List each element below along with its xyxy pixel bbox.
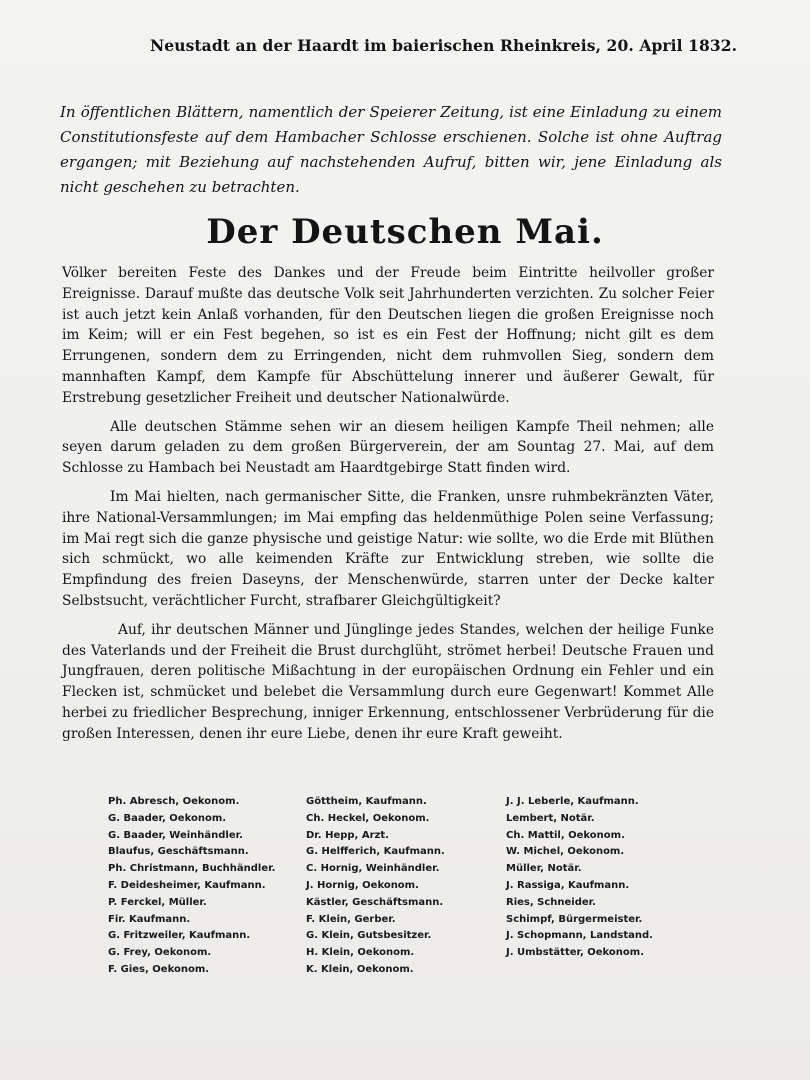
signatory: J. Schopmann, Landstand. — [506, 930, 653, 942]
paragraph: Völker bereiten Feste des Dankes und der Freude beim Eintritte heilvoller großer Ereignisse. Darauf mußte das deutsche Volk seit Jahrhunderten verzichten. Zu solcher Feier ist auch jetzt kein Anlaß vorhanden, für den Deutschen liegen die großen Ereignisse noch im Keim; will er ein Fest begehen, so ist es ein Fest der Hoffnung; nicht gilt es dem Errungenen, sondern dem zu Erringenden, nicht dem ruhmvollen Sieg, sondern dem mannhaften Kampf, dem Kampfe für Abschüttelung innerer und äußerer Gewalt, für Erstrebung gesetzlicher Freiheit und deutscher Nationalwürde. — [62, 265, 714, 406]
signatory: Ph. Abresch, Oekonom. — [108, 796, 240, 807]
signatory-list — [108, 794, 708, 979]
signatory: K. Klein, Oekonom. — [306, 963, 414, 975]
signatory: Blaufus, Geschäftsmann. — [108, 846, 249, 858]
signatory: F. Gies, Oekonom. — [108, 963, 210, 975]
signatory-column-1 — [108, 794, 306, 979]
signatory: Ries, Schneider. — [506, 896, 596, 908]
signatory: G. Baader, Weinhändler. — [108, 829, 243, 841]
signatory: G. Baader, Oekonom. — [108, 812, 227, 824]
signatory: Müller, Notär. — [506, 863, 582, 875]
paragraph: Alle deutschen Stämme sehen wir an diesem heiligen Kampfe Theil nehmen; alle seyen darum geladen zu dem großen Bürgerverein, der am Sountag 27. Mai, auf dem Schlosse zu Hambach bei Neustadt am Haardtgebirge Statt finden wird. — [62, 418, 714, 477]
signatory: Dr. Hepp, Arzt. — [306, 829, 389, 841]
signatory: F. Deidesheimer, Kaufmann. — [108, 879, 266, 891]
proclamation-body — [62, 263, 714, 753]
signatory: J. Umbstätter, Oekonom. — [506, 947, 645, 959]
paragraph: Im Mai hielten, nach germanischer Sitte, die Franken, unsre ruhmbekränzten Väter, ihre National-Versammlungen; im Mai empfing das heldenmüthige Polen seine Verfassung; im Mai regt sich die ganze physische und geistige Natur: wie sollte, wo die Erde mit Blüthen sich schmückt, wo alle keimenden Kräfte zur Entwicklung streben, wie sollte die Empfindung des freien Daseyns, der Menschenwürde, starren unter der Decke kalter Selbstsucht, verächtlicher Furcht, strafbarer Gleichgültigkeit? — [62, 488, 714, 609]
signatory-column-3 — [506, 794, 706, 979]
signatory: Kästler, Geschäftsmann. — [306, 896, 444, 908]
signatory: G. Fritzweiler, Kaufmann. — [108, 930, 251, 942]
signatory: Göttheim, Kaufmann. — [306, 796, 427, 807]
signatory: Ph. Christmann, Buchhändler. — [108, 863, 276, 875]
signatory: H. Klein, Oekonom. — [306, 947, 415, 959]
signatory: C. Hornig, Weinhändler. — [306, 863, 440, 875]
signatory: G. Frey, Oekonom. — [108, 947, 212, 959]
signatory: Ch. Mattil, Oekonom. — [506, 829, 625, 841]
dateline: Neustadt an der Haardt im baierischen Rheinkreis, 20. April 1832. — [150, 36, 738, 55]
signatory: W. Michel, Oekonom. — [506, 846, 625, 858]
signatory: G. Klein, Gutsbesitzer. — [306, 930, 432, 942]
intro-notice: In öffentlichen Blättern, namentlich der Speierer Zeitung, ist eine Einladung zu einem Constitutionsfeste auf dem Hambacher Schlosse erschienen. Solche ist ohne Auftrag ergangen; mit Beziehung auf nachstehenden Aufruf, bitten wir, jene Einladung als nicht geschehen zu betrachten. — [60, 103, 722, 196]
signatory: J. Rassiga, Kaufmann. — [506, 879, 630, 891]
paragraph: Auf, ihr deutschen Männer und Jünglinge jedes Standes, welchen der heilige Funke des Vaterlands und der Freiheit die Brust durchglüht, strömet herbei! Deutsche Frauen und Jungfrauen, deren politische Mißachtung in der europäischen Ordnung ein Fehler und ein Flecken ist, schmücket und belebet die Versammlung durch eure Gegenwart! Kommet Alle herbei zu friedlicher Besprechung, inniger Erkennung, entschlossener Verbrüderung für die großen Interessen, denen ihr eure Liebe, denen ihr eure Kraft geweiht. — [62, 621, 714, 742]
signatory: J. Hornig, Oekonom. — [306, 879, 419, 891]
signatory: F. Klein, Gerber. — [306, 913, 396, 925]
signatory: Lembert, Notär. — [506, 812, 595, 824]
signatory-column-2 — [306, 794, 506, 979]
signatory: G. Helfferich, Kaufmann. — [306, 846, 445, 858]
signatory: Ch. Heckel, Oekonom. — [306, 812, 430, 824]
headline-title: Der Deutschen Mai. — [206, 212, 604, 252]
signatory: J. J. Leberle, Kaufmann. — [506, 796, 639, 807]
signatory: Schimpf, Bürgermeister. — [506, 913, 643, 925]
signatory: P. Ferckel, Müller. — [108, 896, 207, 908]
signatory: Fir. Kaufmann. — [108, 913, 191, 925]
